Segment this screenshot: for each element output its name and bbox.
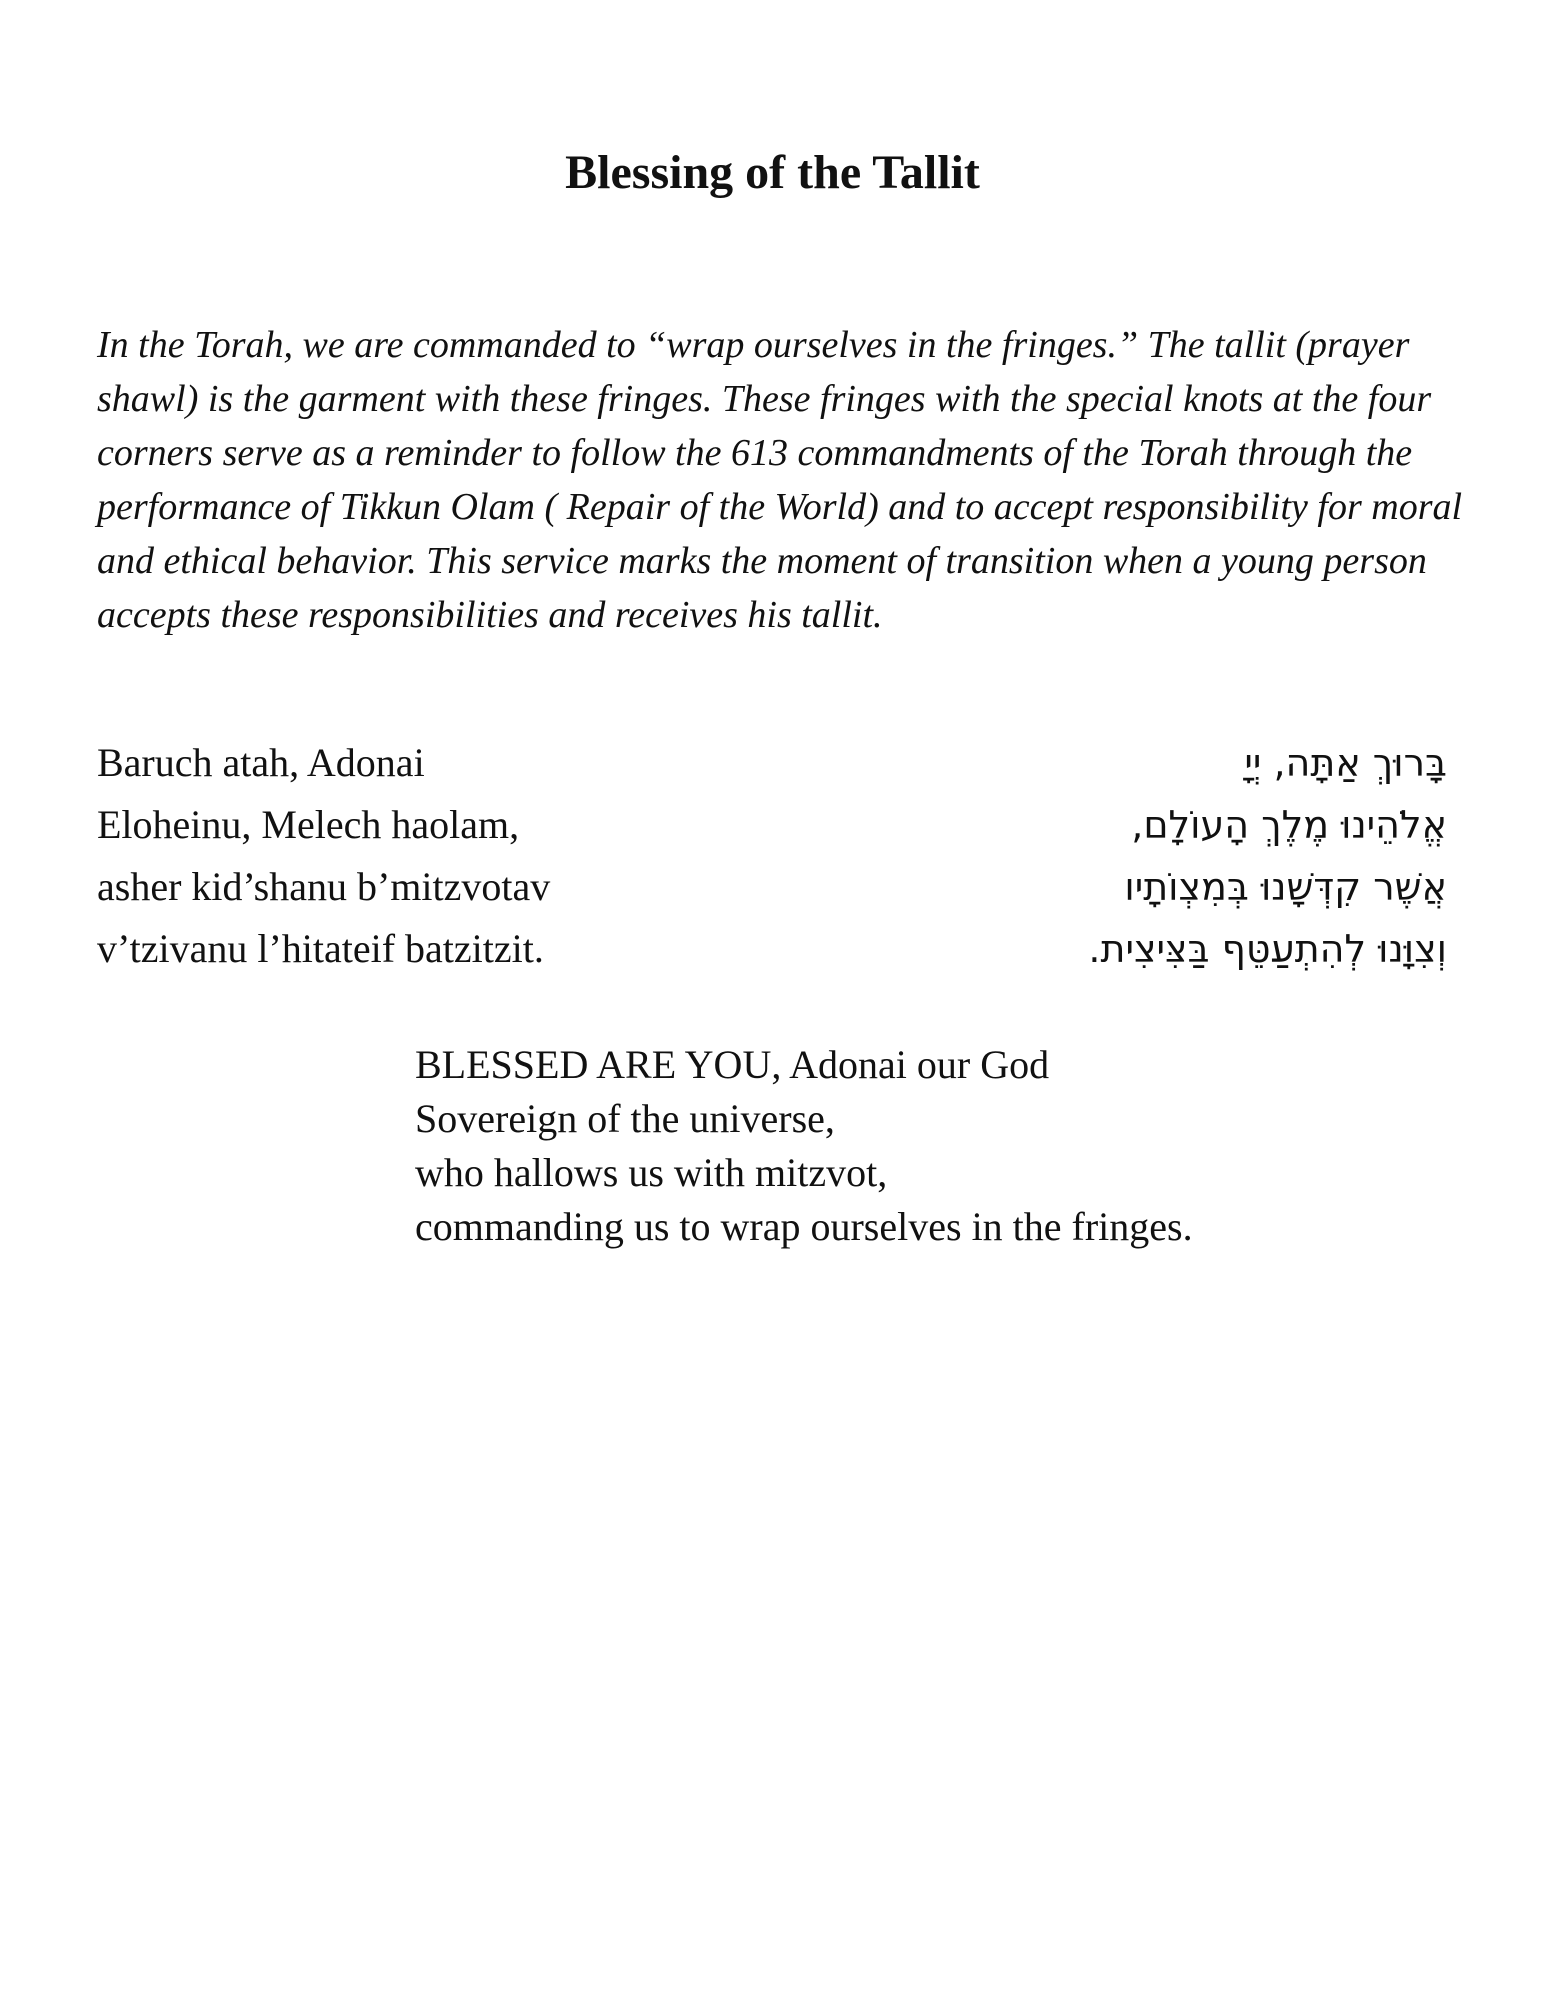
hebrew-line: אֱלֹהֵינוּ מֶלֶךְ הָעוֹלָם, (1131, 803, 1447, 847)
hebrew-line: אֲשֶׁר קִדְּשָׁנוּ בְּמִצְוֹתָיו (1124, 865, 1447, 909)
hebrew-line: וְצִוָּנוּ לְהִתְעַטֵּף בַּצִּיצִית. (1088, 927, 1447, 971)
intro-paragraph: In the Torah, we are commanded to “wrap ourselves in the fringes.” The tallit (prayer shawl) is the garment with these fringes. These fringes with the special knots at the four corners serve as a reminder to follow the 613 commandments of the Torah through the performance of Tikkun Olam ( Repair of the World) and to accept responsibility for moral and ethical behavior. This service marks the moment of transition when a young person accepts these responsibilities and receives his tallit. (97, 324, 1463, 636)
transliteration-line: Eloheinu, Melech haolam, (97, 802, 520, 847)
translation-line: Sovereign of the universe, (415, 1096, 835, 1141)
transliteration-line: Baruch atah, Adonai (97, 740, 425, 785)
translation-line: BLESSED ARE YOU, Adonai our God (415, 1042, 1050, 1087)
transliteration-line: asher kid’shanu b’mitzvotav (97, 864, 551, 909)
page-title: Blessing of the Tallit (565, 146, 980, 199)
transliteration-line: v’tzivanu l’hitateif batzitzit. (97, 926, 544, 971)
translation-line: who hallows us with mitzvot, (415, 1150, 888, 1195)
blessing-line (97, 918, 1447, 980)
hebrew-line: בָּרוּךְ אַתָּה, יְיָ (1244, 741, 1447, 785)
blessing-line (97, 794, 1447, 856)
blessing-line (97, 732, 1447, 794)
translation-line: commanding us to wrap ourselves in the fringes. (415, 1204, 1193, 1249)
english-translation (415, 1038, 1415, 1254)
blessing-block (97, 732, 1447, 980)
blessing-line (97, 856, 1447, 918)
